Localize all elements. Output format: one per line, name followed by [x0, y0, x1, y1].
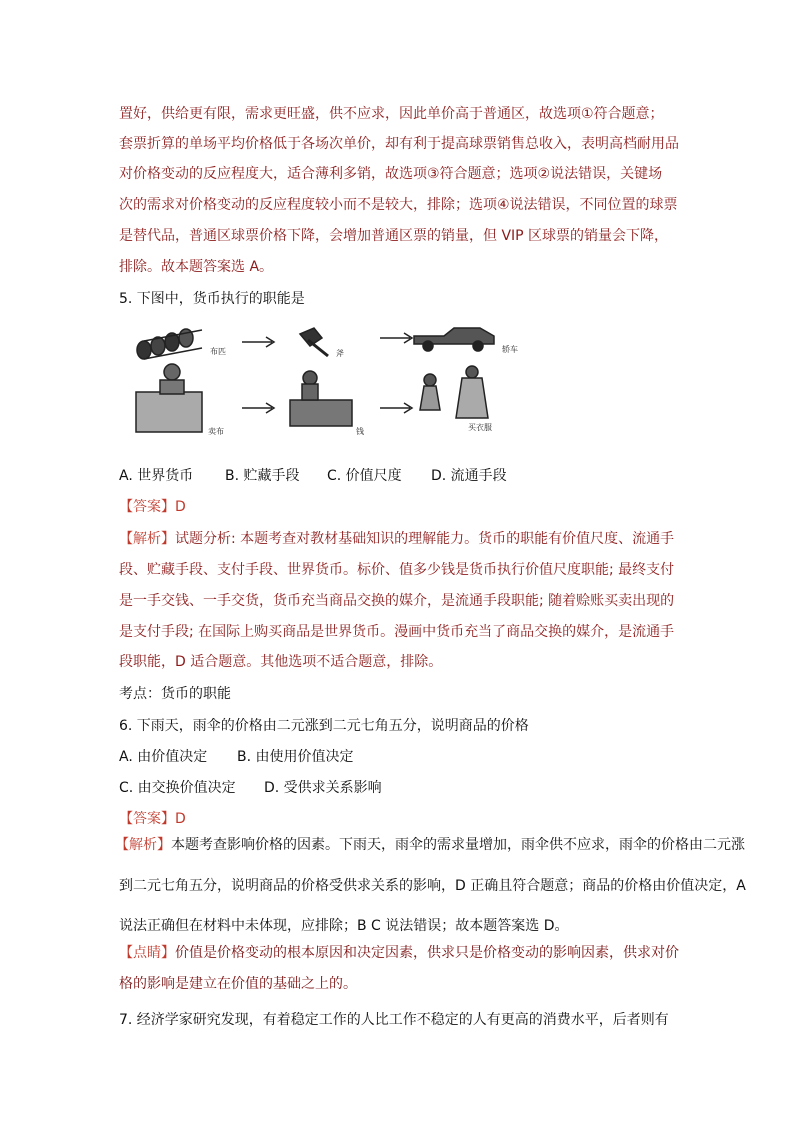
question-5-analysis-line-4: 是支付手段; 在国际上购买商品是世界货币。漫画中货币充当了商品交换的媒介，是流通手: [119, 624, 675, 640]
option-b[interactable]: B. 贮藏手段: [225, 468, 300, 484]
answer-tag: 【答案】: [119, 499, 175, 515]
question-5-stem: 5. 下图中，货币执行的职能是: [119, 291, 305, 307]
cloth-rolls-picture: [137, 329, 202, 359]
question-6-dianjing-line-2: 格的影响是建立在价值的基础之上的。: [119, 976, 357, 992]
seller-picture: [136, 364, 202, 432]
option-d[interactable]: D. 流通手段: [431, 468, 507, 484]
question-6-dianjing-line-1: 【点睛】价值是价格变动的根本原因和决定因素，供求只是价格变动的影响因素，供求对价: [119, 945, 679, 961]
option-c[interactable]: C. 价值尺度: [327, 468, 402, 484]
car-picture: [414, 328, 494, 351]
question-5-answer: [119, 497, 186, 517]
arrow-icon: [242, 403, 274, 413]
question-5-analysis-line-2: 段、贮藏手段、支付手段、世界货币。标价、值多少钱是货币执行价值尺度职能; 最终支付: [119, 562, 675, 578]
counter-picture: [290, 371, 352, 426]
question-6-stem: 6. 下雨天，雨伞的价格由二元涨到二元七角五分，说明商品的价格: [119, 718, 529, 734]
dianjing-tag: 【点睛】: [119, 945, 175, 961]
label-buyer: 买衣服: [468, 423, 492, 432]
answer-tag: 【答案】: [119, 811, 175, 827]
question-6-options-row-1: [119, 747, 354, 767]
option-c[interactable]: C. 由交换价值决定: [119, 780, 236, 796]
analysis-tag: 【解析】: [115, 837, 171, 853]
prev-answer-line-4: 次的需求对价格变动的反应程度较小而不是较大，排除；选项④说法错误，不同位置的球票: [119, 197, 678, 213]
option-d[interactable]: D. 受供求关系影响: [264, 780, 382, 796]
question-7-stem: 7. 经济学家研究发现，有着稳定工作的人比工作不稳定的人有更高的消费水平，后者则有: [119, 1012, 669, 1028]
question-5-illustration: [132, 322, 532, 444]
question-5-analysis-line-5: 段职能，D 适合题意。其他选项不适合题意，排除。: [119, 654, 443, 670]
option-a[interactable]: A. 由价值决定: [119, 749, 208, 765]
arrow-icon: [380, 403, 412, 413]
option-a[interactable]: A. 世界货币: [119, 468, 194, 484]
axe-picture: [300, 328, 328, 356]
question-6-answer: [119, 809, 186, 829]
prev-answer-line-3: 对价格变动的反应程度大，适合薄利多销，故选项③符合题意；选项②说法错误，关键场: [119, 166, 663, 182]
question-6-analysis-line-1: 【解析】本题考查影响价格的因素。下雨天，雨伞的需求量增加，雨伞供不应求，雨伞的价格由二元涨: [115, 837, 745, 853]
arrow-icon: [242, 337, 274, 347]
prev-answer-line-2: 套票折算的单场平均价格低于各场次单价，却有利于提高球票销售总收入，表明高档耐用品: [119, 136, 679, 152]
label-axe: 斧: [336, 349, 344, 358]
answer-value: D: [175, 811, 186, 827]
question-5-options: [119, 466, 507, 486]
prev-answer-line-1: 置好，供给更有限，需求更旺盛，供不应求，因此单价高于普通区，故选项①符合题意；: [119, 106, 664, 122]
question-6-options-row-2: [119, 778, 382, 798]
label-cloth: 布匹: [210, 347, 226, 356]
question-5-analysis-line-1: 【解析】试题分析: 本题考查对教材基础知识的理解能力。货币的职能有价值尺度、流通手: [119, 531, 675, 547]
option-b[interactable]: B. 由使用价值决定: [237, 749, 354, 765]
buyer-picture: [420, 366, 488, 418]
question-5-analysis-line-3: 是一手交钱、一手交货，货币充当商品交换的媒介，是流通手段职能; 随着赊账买卖出现的: [119, 593, 675, 609]
question-5-kaodian: 考点：货币的职能: [119, 686, 231, 702]
label-coin: 钱: [356, 427, 364, 436]
label-seller: 卖布: [208, 427, 224, 436]
prev-answer-line-5: 是替代品，普通区球票价格下降，会增加普通区票的销量，但 VIP 区球票的销量会下降，: [119, 228, 669, 244]
label-car: 轿车: [502, 345, 518, 354]
answer-value: D: [175, 499, 186, 515]
question-6-analysis-line-2: 到二元七角五分，说明商品的价格受供求关系的影响，D 正确且符合题意；商品的价格由价值决定，A: [119, 878, 746, 894]
arrow-icon: [380, 333, 412, 343]
analysis-tag: 【解析】: [119, 531, 175, 547]
question-6-analysis-line-3: 说法正确但在材料中未体现，应排除；B C 说法错误；故本题答案选 D。: [119, 918, 569, 934]
prev-answer-line-6: 排除。故本题答案选 A。: [119, 259, 274, 275]
